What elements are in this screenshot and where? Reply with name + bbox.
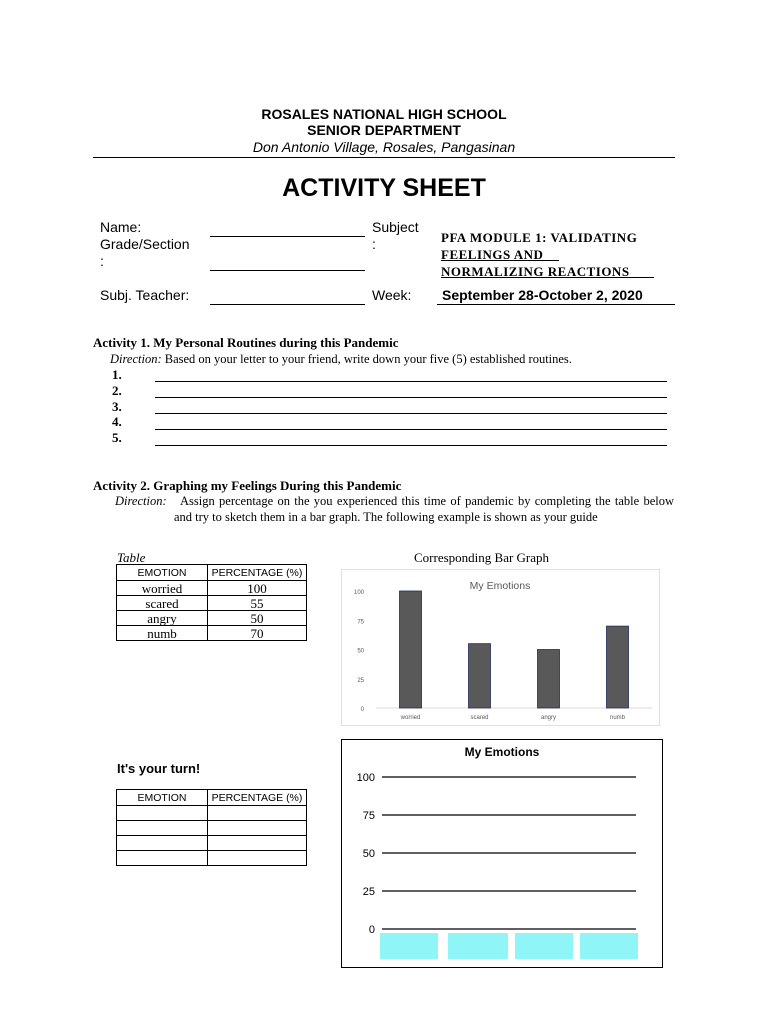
teacher-label: Subj. Teacher:	[100, 287, 190, 303]
example-bar-chart	[342, 570, 659, 725]
table-row	[117, 611, 307, 626]
routine-number-2: 2.	[112, 383, 122, 398]
category-label-box[interactable]	[380, 933, 438, 959]
subject-label: Subject	[372, 219, 419, 235]
header-divider	[93, 157, 675, 158]
table-row	[117, 581, 307, 596]
blank-cell[interactable]	[208, 851, 307, 866]
table-cell-percentage: 100	[208, 581, 307, 596]
subject-colon: :	[372, 236, 376, 252]
x-tick-label: angry	[540, 715, 557, 721]
example-chart-frame	[341, 569, 660, 726]
y-tick-label: 25	[362, 886, 375, 898]
table-cell-emotion: scared	[117, 596, 208, 611]
y-tick-label: 100	[353, 590, 364, 596]
bar	[607, 626, 629, 708]
blank-cell[interactable]	[208, 806, 307, 821]
activity2-direction-label-text: Direction:	[115, 494, 167, 508]
category-label-box[interactable]	[515, 933, 573, 959]
graph-caption: Corresponding Bar Graph	[414, 550, 550, 565]
table-cell-percentage: 70	[208, 626, 307, 641]
y-tick-label: 100	[356, 772, 375, 784]
table-row[interactable]	[117, 806, 307, 821]
blank-emotion-table[interactable]	[116, 789, 307, 866]
table-row[interactable]	[117, 851, 307, 866]
blank-cell[interactable]	[208, 836, 307, 851]
activity1-direction-text: Based on your letter to your friend, write down your five (5) established routines.	[161, 352, 572, 366]
subject-line-2: FEELINGS AND	[441, 247, 544, 262]
activity2-title: Activity 2. Graphing my Feelings During this Pandemic	[93, 478, 402, 493]
table-header-emotion: EMOTION	[117, 565, 208, 581]
bar	[400, 591, 422, 708]
y-tick-label: 75	[357, 619, 364, 626]
activity1-title: Activity 1. My Personal Routines during this Pandemic	[93, 335, 399, 350]
routine-number-1: 1.	[112, 367, 122, 382]
blank-bar-chart[interactable]	[342, 740, 662, 967]
grade-label: Grade/Section	[100, 236, 190, 252]
grade-section-field[interactable]	[210, 270, 365, 271]
blank-chart-frame	[341, 739, 663, 968]
bar	[469, 644, 491, 708]
blank-header-percentage: PERCENTAGE (%)	[208, 790, 307, 806]
subject-underline-2	[441, 260, 559, 261]
table-cell-percentage: 50	[208, 611, 307, 626]
department-name: SENIOR DEPARTMENT	[307, 122, 461, 138]
routine-line-4[interactable]	[155, 429, 667, 430]
your-turn-label: It's your turn!	[117, 761, 201, 776]
routine-line-1[interactable]	[155, 381, 667, 382]
teacher-field[interactable]	[210, 304, 365, 305]
subject-line-1: PFA MODULE 1: VALIDATING	[441, 230, 638, 245]
routine-number-3: 3.	[112, 399, 122, 414]
table-header-percentage: PERCENTAGE (%)	[208, 565, 307, 581]
example-emotion-table	[116, 564, 307, 641]
category-label-box[interactable]	[448, 933, 508, 959]
routine-line-2[interactable]	[155, 397, 667, 398]
routine-number-5: 5.	[112, 430, 122, 445]
grade-colon: :	[100, 253, 104, 269]
routine-line-5[interactable]	[155, 445, 667, 446]
blank-cell[interactable]	[117, 821, 208, 836]
table-caption: Table	[117, 550, 146, 565]
chart-title: My Emotions	[469, 580, 531, 592]
y-tick-label: 75	[362, 810, 375, 822]
school-address: Don Antonio Village, Rosales, Pangasinan	[252, 139, 516, 155]
blank-cell[interactable]	[117, 851, 208, 866]
routine-number-4: 4.	[112, 414, 122, 429]
category-label-box[interactable]	[580, 933, 638, 959]
activity2-direction-label	[115, 493, 167, 509]
week-underline	[437, 304, 675, 305]
name-field[interactable]	[210, 236, 365, 237]
table-cell-emotion: worried	[117, 581, 208, 596]
table-row[interactable]	[117, 821, 307, 836]
x-tick-label: scared	[470, 715, 489, 721]
subject-line-3: NORMALIZING REACTIONS	[441, 264, 630, 279]
name-label: Name:	[100, 219, 142, 235]
table-cell-percentage: 55	[208, 596, 307, 611]
y-tick-label: 50	[357, 648, 364, 655]
x-tick-label: worried	[400, 715, 421, 721]
week-value: September 28-October 2, 2020	[442, 287, 643, 303]
routine-line-3[interactable]	[155, 413, 667, 414]
y-tick-label: 0	[368, 924, 375, 936]
blank-cell[interactable]	[208, 821, 307, 836]
table-row	[117, 596, 307, 611]
table-cell-emotion: angry	[117, 611, 208, 626]
table-row	[117, 626, 307, 641]
activity2-direction-text: Assign percentage on the you experienced this time of pandemic by completing the table below and try to sketch them in a bar graph. The following example is shown as your guide	[174, 494, 674, 524]
week-label: Week:	[372, 287, 412, 303]
activity1-direction-label: Direction:	[110, 352, 162, 366]
activity1-direction	[110, 351, 680, 367]
page-title: ACTIVITY SHEET	[282, 174, 486, 202]
school-name: ROSALES NATIONAL HIGH SCHOOL	[261, 106, 507, 122]
bar	[538, 650, 560, 709]
x-tick-label: numb	[609, 715, 626, 721]
chart-title: My Emotions	[464, 745, 540, 759]
y-tick-label: 25	[357, 677, 364, 684]
table-row[interactable]	[117, 836, 307, 851]
table-cell-emotion: numb	[117, 626, 208, 641]
y-tick-label: 0	[360, 707, 364, 713]
blank-cell[interactable]	[117, 836, 208, 851]
blank-header-emotion: EMOTION	[117, 790, 208, 806]
blank-cell[interactable]	[117, 806, 208, 821]
y-tick-label: 50	[362, 848, 375, 860]
subject-underline-3	[441, 277, 654, 278]
